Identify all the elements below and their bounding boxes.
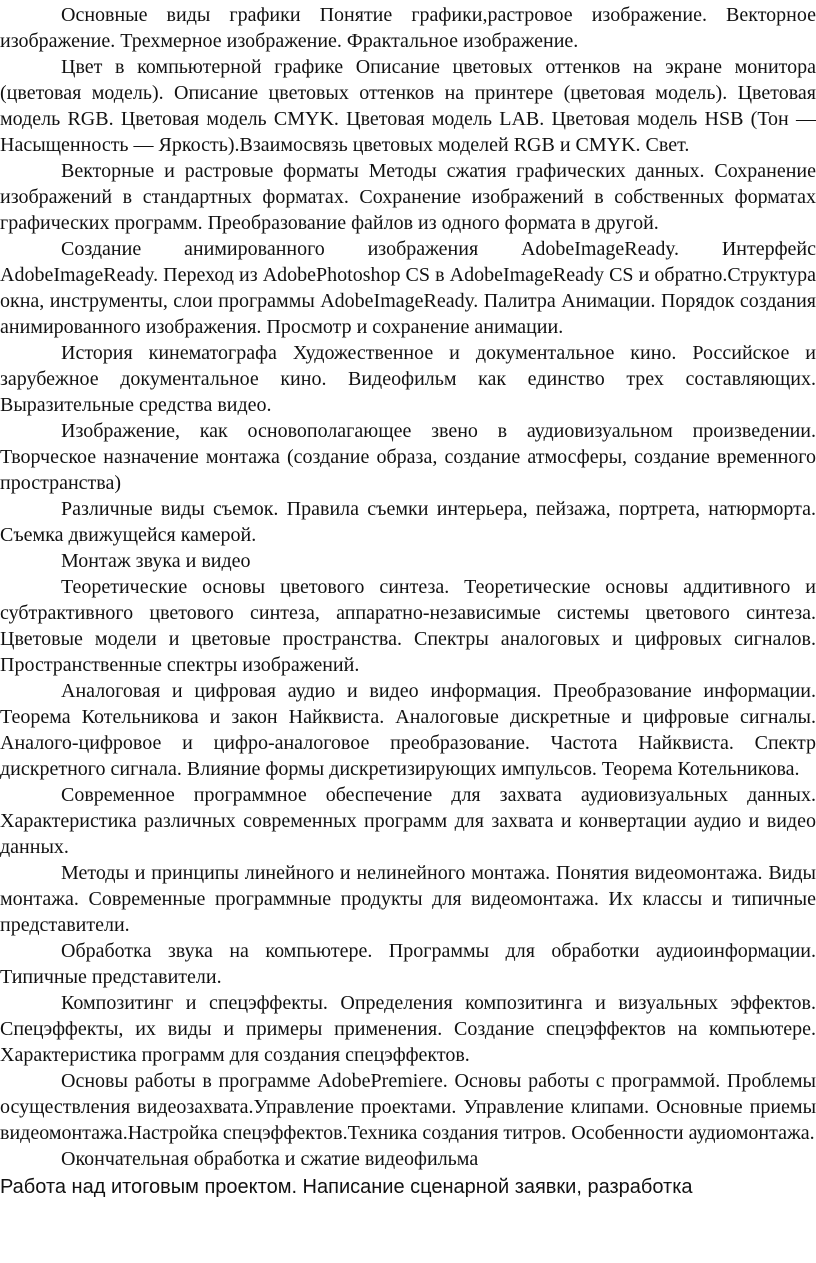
paragraph-analog-digital: Аналоговая и цифровая аудио и видео информация. Преобразование информации. Теорема Котельникова и закон Найквиста. Аналоговые дискретные и цифровые сигналы. Аналого-цифровое и цифро-аналоговое преобразование. Частота Найквиста. Спектр дискретного сигнала. Влияние формы дискретизирующих импульсов. Теорема Котельникова. <box>0 680 816 780</box>
paragraph-color-synthesis: Теоретические основы цветового синтеза. Теоретические основы аддитивного и субтрактивного цветового синтеза, аппаратно-независимые системы цветового синтеза. Цветовые модели и цветовые пространства. Спектры аналоговых и цифровых сигналов. Пространственные спектры изображений. <box>0 576 816 676</box>
final-project-line: Работа над итоговым проектом. Написание сценарной заявки, разработка <box>0 1176 693 1198</box>
paragraph-graphics-types: Основные виды графики Понятие графики,растровое изображение. Векторное изображение. Трехмерное изображение. Фрактальное изображение. <box>0 4 816 52</box>
paragraph-compositing: Композитинг и спецэффекты. Определения композитинга и визуальных эффектов. Спецэффекты, их виды и примеры применения. Создание спецэффектов на компьютере. Характеристика программ для создания спецэффектов. <box>0 992 816 1066</box>
paragraph-shooting-types: Различные виды съемок. Правила съемки интерьера, пейзажа, портрета, натюрморта. Съемка движущейся камерой. <box>0 498 816 546</box>
paragraph-vector-raster-formats: Векторные и растровые форматы Методы сжатия графических данных. Сохранение изображений в стандартных форматах. Сохранение изображений в собственных форматах графических программ. Преобразование файлов из одного формата в другой. <box>0 160 816 234</box>
paragraph-sound-processing: Обработка звука на компьютере. Программы для обработки аудиоинформации. Типичные представители. <box>0 940 816 988</box>
paragraph-final-processing: Окончательная обработка и сжатие видеофильма <box>61 1148 479 1170</box>
paragraph-animated-image: Создание анимированного изображения AdobeImageReady. Интерфейс AdobeImageReady. Переход из AdobePhotoshop CS в AdobeImageReady CS и обратно.Структура окна, инструменты, слои программы AdobeImageReady. Палитра Анимации. Порядок создания анимированного изображения. Просмотр и сохранение анимации. <box>0 238 816 338</box>
paragraph-editing-methods: Методы и принципы линейного и нелинейного монтажа. Понятия видеомонтажа. Виды монтажа. Современные программные продукты для видеомонтажа. Их классы и типичные представители. <box>0 862 816 936</box>
paragraph-adobe-premiere: Основы работы в программе AdobePremiere. Основы работы с программой. Проблемы осуществления видеозахвата.Управление проектами. Управление клипами. Основные приемы видеомонтажа.Настройка спецэффектов.Техника создания титров. Особенности аудиомонтажа. <box>0 1070 816 1144</box>
paragraph-sound-video-editing: Монтаж звука и видео <box>61 550 251 572</box>
paragraph-color-in-graphics: Цвет в компьютерной графике Описание цветовых оттенков на экране монитора (цветовая модель). Описание цветовых оттенков на принтере (цветовая модель). Цветовая модель RGB. Цветовая модель CMYK. Цветовая модель LAB. Цветовая модель HSB (Тон — Насыщенность — Яркость).Взаимосвязь цветовых моделей RGB и CMYK. Свет. <box>0 56 816 156</box>
paragraph-cinema-history: История кинематографа Художественное и документальное кино. Российское и зарубежное документальное кино. Видеофильм как единство трех составляющих. Выразительные средства видео. <box>0 342 816 416</box>
paragraph-image-in-av-work: Изображение, как основополагающее звено в аудиовизуальном произведении. Творческое назначение монтажа (создание образа, создание атмосферы, создание временного пространства) <box>0 420 816 494</box>
paragraph-capture-software: Современное программное обеспечение для захвата аудиовизуальных данных. Характеристика различных современных программ для захвата и конвертации аудио и видео данных. <box>0 784 816 858</box>
